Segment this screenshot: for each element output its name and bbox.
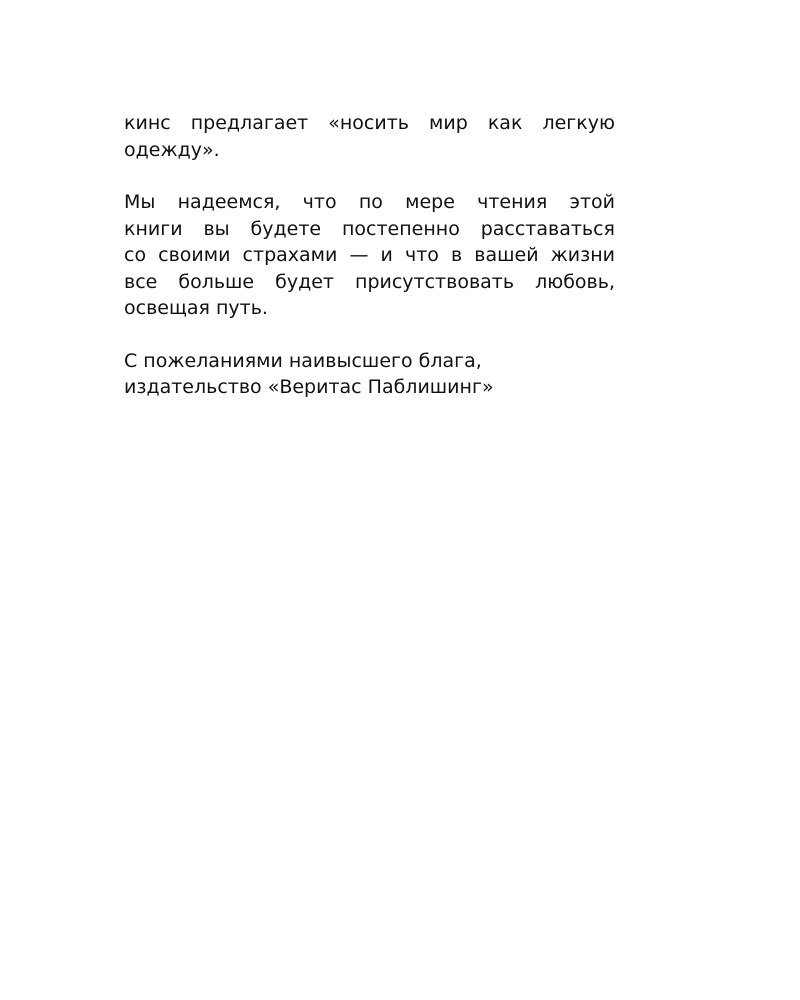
paragraph-signature [124, 348, 615, 401]
text-line: со своими страхами — и что в вашей жизни [124, 244, 615, 266]
paragraph-gap [124, 163, 615, 189]
paragraph-wish [124, 189, 615, 322]
signature-line: С пожеланиями наивысшего блага, [124, 349, 482, 372]
text-line: все больше будет присутствовать любовь, [124, 270, 615, 293]
text-line: кинс предлагает «носить мир как легкую [124, 112, 615, 134]
book-page [124, 110, 615, 401]
paragraph-gap [124, 322, 615, 348]
paragraph-continuation [124, 110, 615, 163]
text-line: освещая путь. [124, 297, 268, 319]
text-line: Мы надеемся, что по мере чтения этой [124, 191, 615, 213]
text-line: одежду». [124, 138, 220, 161]
text-line: книги вы будете постепенно расставаться [124, 217, 615, 240]
publisher-line: издательство «Веритас Паблишинг» [124, 376, 494, 398]
